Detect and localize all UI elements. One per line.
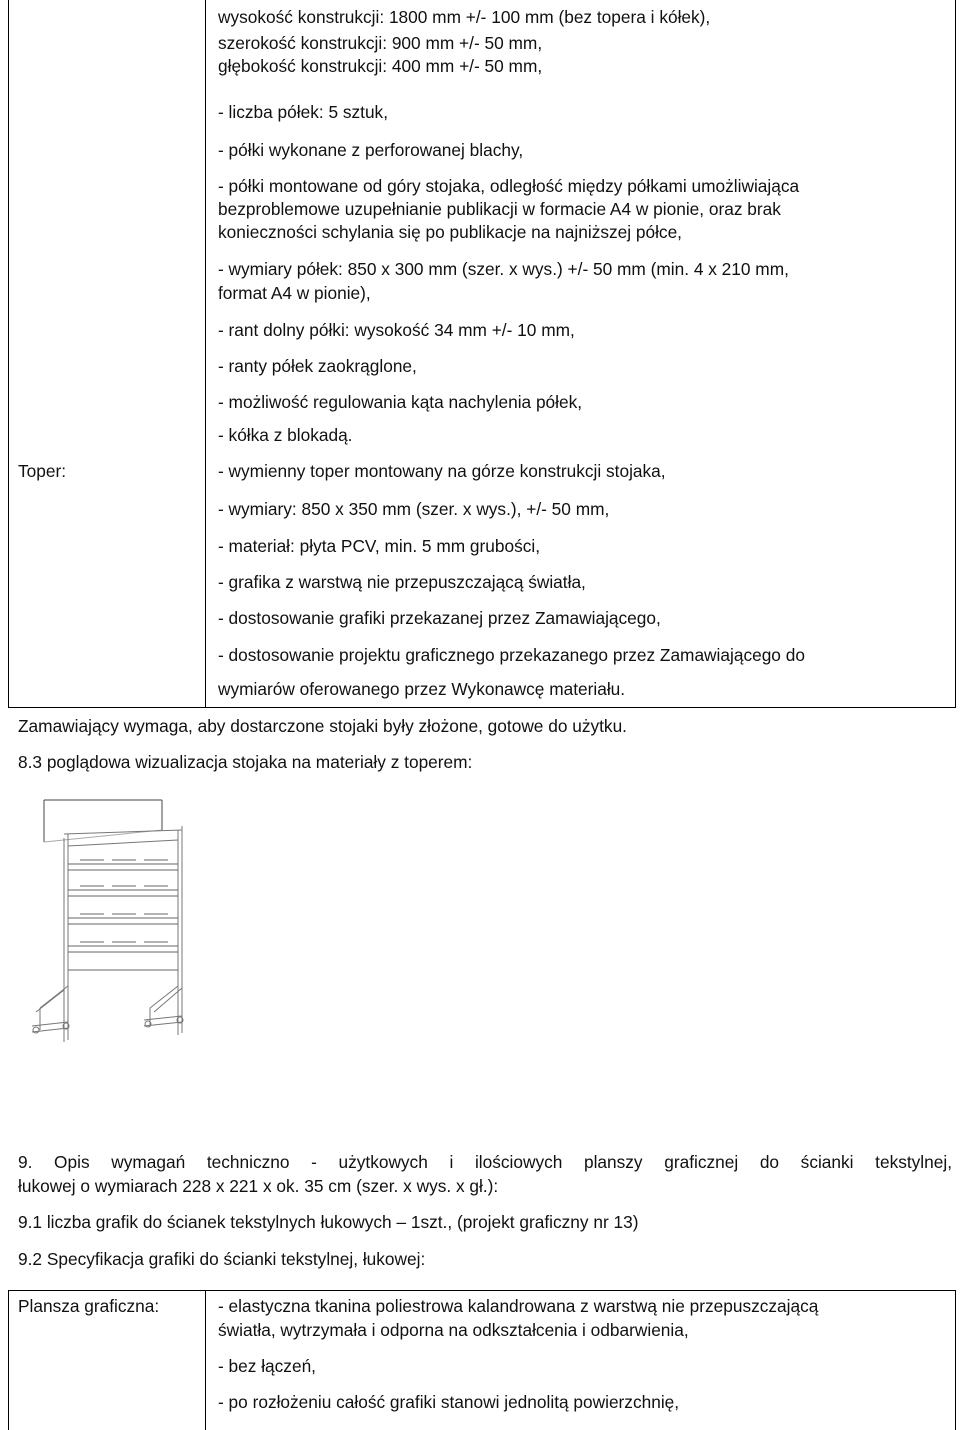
- toper-line: wymiarów oferowanego przez Wykonawcę materiału.: [218, 679, 626, 699]
- toper-line: - materiał: płyta PCV, min. 5 mm grubości,: [218, 536, 541, 556]
- spec-line: - możliwość regulowania kąta nachylenia półek,: [218, 392, 583, 412]
- spec-table-stand: [8, 0, 956, 708]
- paragraph-assembled: Zamawiający wymaga, aby dostarczone stojaki były złożone, gotowe do użytku.: [18, 716, 627, 736]
- spec-line: - rant dolny półki: wysokość 34 mm +/- 10 mm,: [218, 320, 575, 340]
- stand-visualization-image: [20, 790, 200, 1065]
- spec-line: szerokość konstrukcji: 900 mm +/- 50 mm,: [218, 33, 543, 53]
- spec-line: - wymiary półek: 850 x 300 mm (szer. x wys.) +/- 50 mm (min. 4 x 210 mm,: [218, 259, 789, 279]
- toper-line: - wymienny toper montowany na górze konstrukcji stojaka,: [218, 461, 666, 481]
- table-column-divider: [205, 1291, 206, 1430]
- section-9-2: 9.2 Specyfikacja grafiki do ścianki tekstylnej, łukowej:: [18, 1249, 426, 1269]
- section-heading-9-line2: łukowej o wymiarach 228 x 221 x ok. 35 cm (szer. x wys. x gł.):: [18, 1176, 499, 1196]
- toper-line: - wymiary: 850 x 350 mm (szer. x wys.), +/- 50 mm,: [218, 499, 610, 519]
- toper-line: - dostosowanie grafiki przekazanej przez Zamawiającego,: [218, 608, 661, 628]
- toper-line: - dostosowanie projektu graficznego przekazanego przez Zamawiającego do: [218, 645, 805, 665]
- spec-line: bezproblemowe uzupełnianie publikacji w formacie A4 w pionie, oraz brak: [218, 199, 781, 219]
- graphic-spec-line: - po rozłożeniu całość grafiki stanowi jednolitą powierzchnię,: [218, 1392, 680, 1412]
- graphic-spec-line: światła, wytrzymała i odporna na odkształcenia i odbarwienia,: [218, 1320, 689, 1340]
- spec-line: wysokość konstrukcji: 1800 mm +/- 100 mm (bez topera i kółek),: [218, 7, 711, 27]
- table-column-divider: [205, 0, 206, 707]
- section-heading-9-line1: 9. Opis wymagań techniczno - użytkowych i ilościowych planszy graficznej do ścianki tekstylnej,: [18, 1152, 952, 1172]
- spec-line: - ranty półek zaokrąglone,: [218, 356, 417, 376]
- graphic-label: Plansza graficzna:: [18, 1296, 160, 1316]
- graphic-spec-line: - elastyczna tkanina poliestrowa kalandrowana z warstwą nie przepuszczającą: [218, 1296, 819, 1316]
- spec-line: - półki montowane od góry stojaka, odległość między półkami umożliwiająca: [218, 176, 800, 196]
- spec-line: - kółka z blokadą.: [218, 425, 353, 445]
- section-heading-8-3: 8.3 poglądowa wizualizacja stojaka na materiały z toperem:: [18, 752, 473, 772]
- spec-line: - liczba półek: 5 sztuk,: [218, 102, 389, 122]
- spec-line: format A4 w pionie),: [218, 283, 371, 303]
- toper-line: - grafika z warstwą nie przepuszczającą światła,: [218, 572, 586, 592]
- section-9-1: 9.1 liczba grafik do ścianek tekstylnych łukowych – 1szt., (projekt graficzny nr 13): [18, 1212, 639, 1232]
- spec-line: - półki wykonane z perforowanej blachy,: [218, 140, 524, 160]
- spec-line: konieczności schylania się po publikacje na najniższej półce,: [218, 222, 682, 242]
- graphic-spec-line: - bez łączeń,: [218, 1356, 316, 1376]
- spec-line: głębokość konstrukcji: 400 mm +/- 50 mm,: [218, 56, 543, 76]
- toper-label: Toper:: [18, 461, 67, 481]
